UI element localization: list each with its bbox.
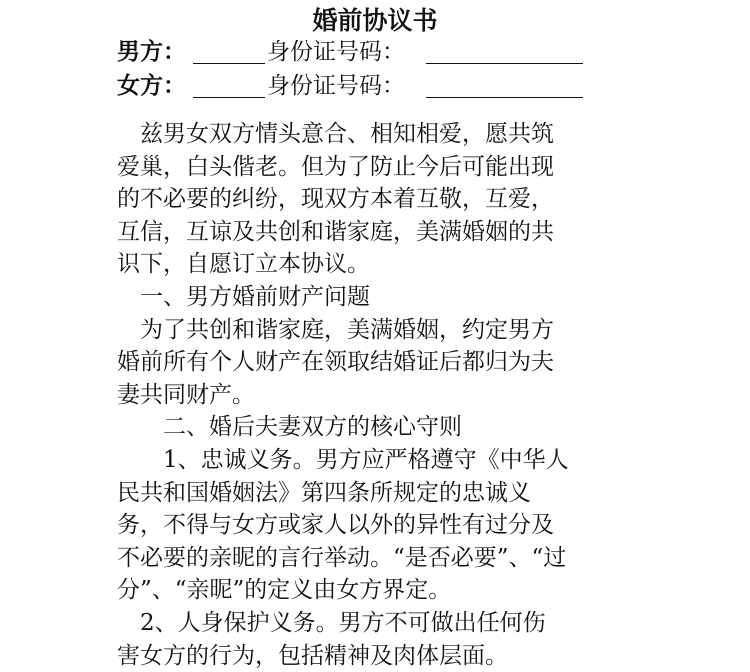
female-party-label: 女方： [117, 70, 186, 102]
agreement-body [117, 118, 637, 672]
body-line: 害女方的行为，包括精神及肉体层面。 [117, 640, 637, 672]
body-line: 识下，自愿订立本协议。 [117, 248, 637, 281]
body-line: 务，不得与女方或家人以外的异性有过分及 [117, 509, 637, 542]
body-line: 分”、“亲昵”的定义由女方界定。 [117, 574, 637, 607]
body-line: 1、忠诚义务。男方应严格遵守《中华人 [117, 444, 637, 477]
female-id-label: 身份证号码： [267, 70, 405, 102]
body-line: 不必要的亲昵的言行举动。“是否必要”、“过 [117, 542, 637, 575]
body-line: 婚前所有个人财产在领取结婚证后都归为夫 [117, 346, 637, 379]
body-line: 民共和国婚姻法》第四条所规定的忠诚义 [117, 477, 637, 510]
body-line: 的不必要的纠纷，现双方本着互敬，互爱， [117, 183, 637, 216]
female-name-blank [193, 97, 265, 98]
body-line: 兹男女双方情头意合、相知相爱，愿共筑 [117, 118, 637, 151]
body-line: 为了共创和谐家庭，美满婚姻，约定男方 [117, 314, 637, 347]
male-party-label: 男方： [117, 36, 186, 68]
male-id-label: 身份证号码： [267, 36, 405, 68]
section-heading: 二、婚后夫妻双方的核心守则 [117, 411, 637, 444]
male-id-blank [426, 63, 583, 64]
body-line: 爱巢，白头偕老。但为了防止今后可能出现 [117, 151, 637, 184]
document-title: 婚前协议书 [0, 5, 750, 37]
female-id-blank [426, 97, 583, 98]
body-line: 妻共同财产。 [117, 379, 637, 412]
section-heading: 一、男方婚前财产问题 [117, 281, 637, 314]
male-name-blank [193, 63, 265, 64]
body-line: 互信，互谅及共创和谐家庭，美满婚姻的共 [117, 216, 637, 249]
body-line: 2、人身保护义务。男方不可做出任何伤 [117, 607, 637, 640]
